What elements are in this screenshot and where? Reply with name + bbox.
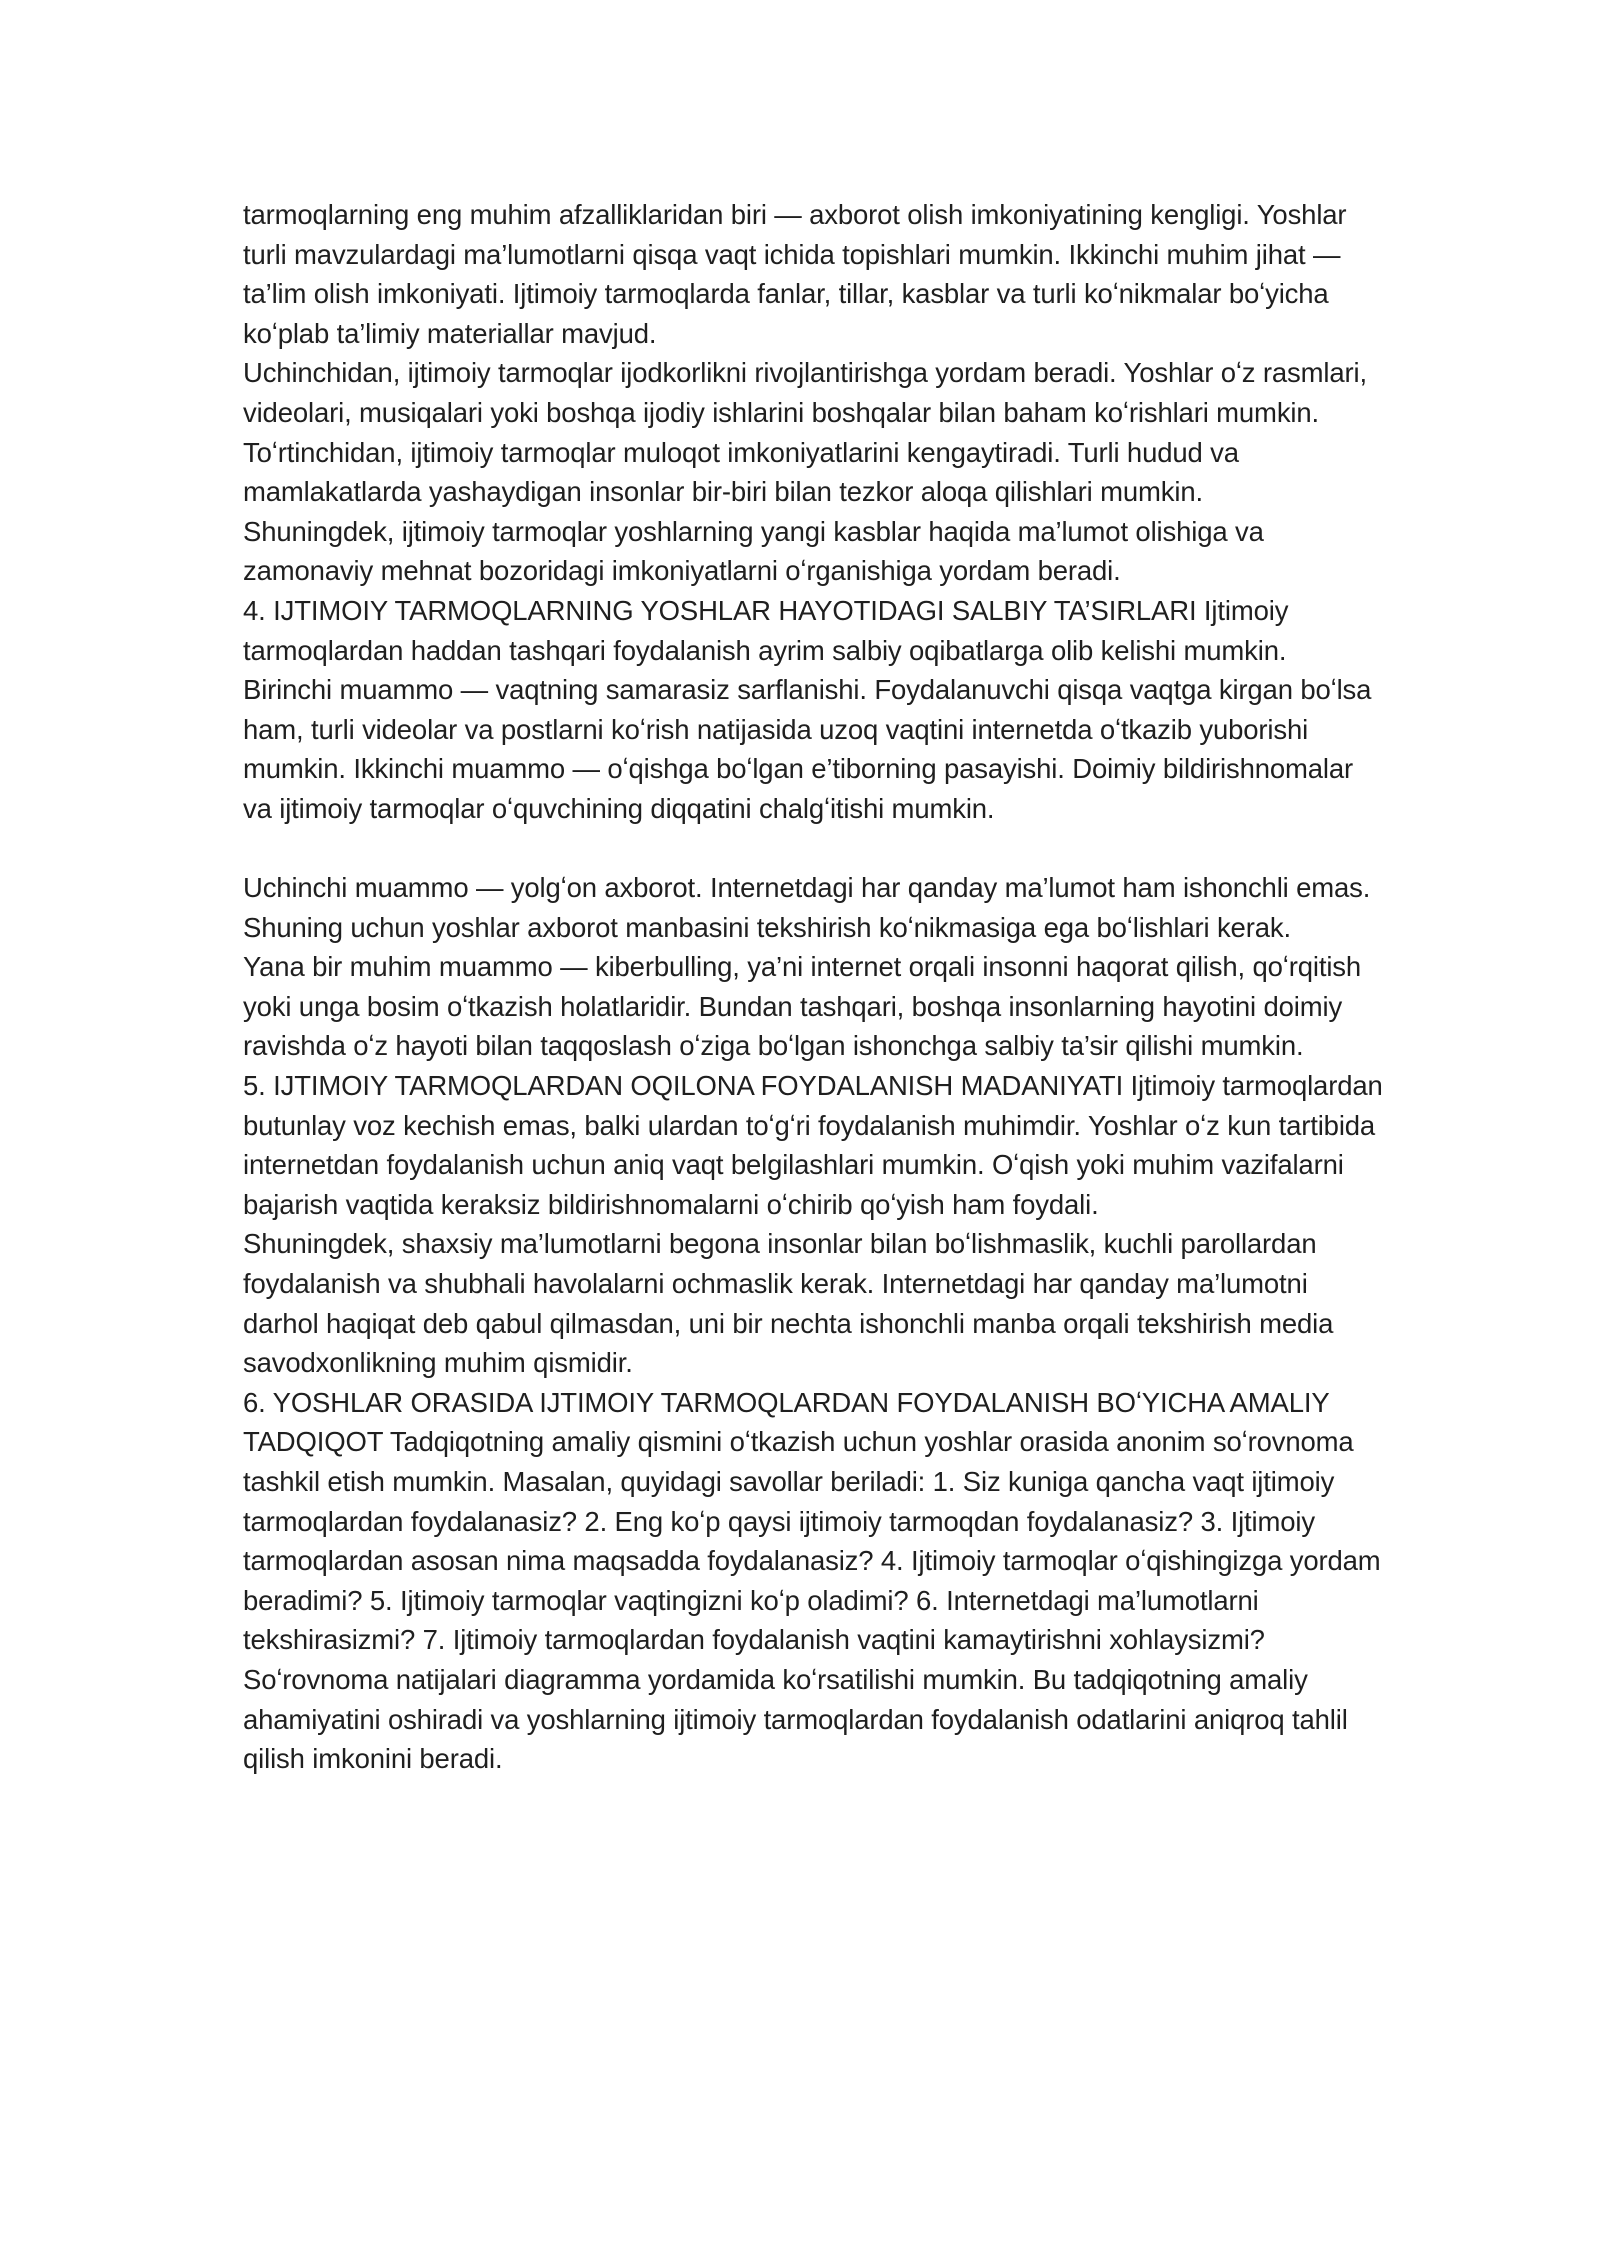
- paragraph-problem-misinformation: Uchinchi muammo — yolgʻon axborot. Internetdagi har qanday ma’lumot ham ishonchli emas. Shuning uchun yoshlar axborot manbasini tekshirish koʻnikmasiga ega boʻlishlari kerak.: [243, 872, 1371, 943]
- paragraph-benefits-creativity: Uchinchidan, ijtimoiy tarmoqlar ijodkorlikni rivojlantirishga yordam beradi. Yoshlar oʻz rasmlari, videolari, musiqalari yoki boshqa ijodiy ishlarini boshqalar bilan baham koʻrishlari mumkin. Toʻrtinchidan, ijtimoiy tarmoqlar muloqot imkoniyatlarini kengaytiradi. Turli hudud va mamlakatlarda yashaydigan insonlar bir-biri bilan tezkor aloqa qilishlari mumkin.: [243, 357, 1367, 508]
- paragraph-section-6-research: 6. YOSHLAR ORASIDA IJTIMOIY TARMOQLARDAN FOYDALANISH BOʻYICHA AMALIY TADQIQOT Tadqiqotning amaliy qismini oʻtkazish uchun yoshlar orasida anonim soʻrovnoma tashkil etish mumkin. Masalan, quyidagi savollar beriladi: 1. Siz kuniga qancha vaqt ijtimoiy tarmoqlardan foydalanasiz? 2. Eng koʻp qaysi ijtimoiy tarmoqdan foydalanasiz? 3. Ijtimoiy tarmoqlardan asosan nima maqsadda foydalanasiz? 4. Ijtimoiy tarmoqlar oʻqishingizga yordam beradimi? 5. Ijtimoiy tarmoqlar vaqtingizni koʻp oladimi? 6. Internetdagi ma’lumotlarni tekshirasizmi? 7. Ijtimoiy tarmoqlardan foydalanish vaqtini kamaytirishni xohlaysizmi? Soʻrovnoma natijalari diagramma yordamida koʻrsatilishi mumkin. Bu tadqiqotning amaliy ahamiyatini oshiradi va yoshlarning ijtimoiy tarmoqlardan foydalanish odatlarini aniqroq tahlil qilish imkonini beradi.: [243, 1386, 1381, 1775]
- paragraph-benefits-info: tarmoqlarning eng muhim afzalliklaridan biri — axborot olish imkoniyatining kengligi. Yoshlar turli mavzulardagi ma’lumotlarni qisqa vaqt ichida topishlari mumkin. Ikkinchi muhim jihat — ta’lim olish imkoniyati. Ijtimoiy tarmoqlarda fanlar, tillar, kasblar va turli koʻnikmalar boʻyicha koʻplab ta’limiy materiallar mavjud.: [243, 199, 1347, 349]
- document-body: [243, 195, 1383, 1779]
- paragraph-section-5-heading: 5. IJTIMOIY TARMOQLARDAN OQILONA FOYDALANISH MADANIYATI Ijtimoiy tarmoqlardan butunlay voz kechish emas, balki ulardan toʻgʻri foydalanish muhimdir. Yoshlar oʻz kun tartibida internetdan foydalanish uchun aniq vaqt belgilashlari mumkin. Oʻqish yoki muhim vazifalarni bajarish vaqtida keraksiz bildirishnomalarni oʻchirib qoʻyish ham foydali.: [243, 1070, 1383, 1220]
- paragraph-problem-cyberbullying: Yana bir muhim muammo — kiberbulling, ya’ni internet orqali insonni haqorat qilish, qoʻrqitish yoki unga bosim oʻtkazish holatlaridir. Bundan tashqari, boshqa insonlarning hayotini doimiy ravishda oʻz hayoti bilan taqqoslash oʻziga boʻlgan ishonchga salbiy ta’sir qilishi mumkin.: [243, 951, 1362, 1062]
- blank-line: [243, 829, 1383, 869]
- paragraph-problem-time-attention: Birinchi muammo — vaqtning samarasiz sarflanishi. Foydalanuvchi qisqa vaqtga kirgan boʻlsa ham, turli videolar va postlarni koʻrish natijasida uzoq vaqtini internetda oʻtkazib yuborishi mumkin. Ikkinchi muammo — oʻqishga boʻlgan e’tiborning pasayishi. Doimiy bildirishnomalar va ijtimoiy tarmoqlar oʻquvchining diqqatini chalgʻitishi mumkin.: [243, 674, 1372, 824]
- paragraph-benefits-careers: Shuningdek, ijtimoiy tarmoqlar yoshlarning yangi kasblar haqida ma’lumot olishiga va zamonaviy mehnat bozoridagi imkoniyatlarni oʻrganishiga yordam beradi.: [243, 515, 1264, 587]
- paragraph-section-4-heading: 4. IJTIMOIY TARMOQLARNING YOSHLAR HAYOTIDAGI SALBIY TA’SIRLARI Ijtimoiy tarmoqlardan haddan tashqari foydalanish ayrim salbiy oqibatlarga olib kelishi mumkin.: [243, 594, 1289, 666]
- paragraph-privacy-media-literacy: Shuningdek, shaxsiy ma’lumotlarni begona insonlar bilan boʻlishmaslik, kuchli parollardan foydalanish va shubhali havolalarni ochmaslik kerak. Internetdagi har qanday ma’lumotni darhol haqiqat deb qabul qilmasdan, uni bir nechta ishonchli manba orqali tekshirish media savodxonlikning muhim qismidir.: [243, 1228, 1334, 1379]
